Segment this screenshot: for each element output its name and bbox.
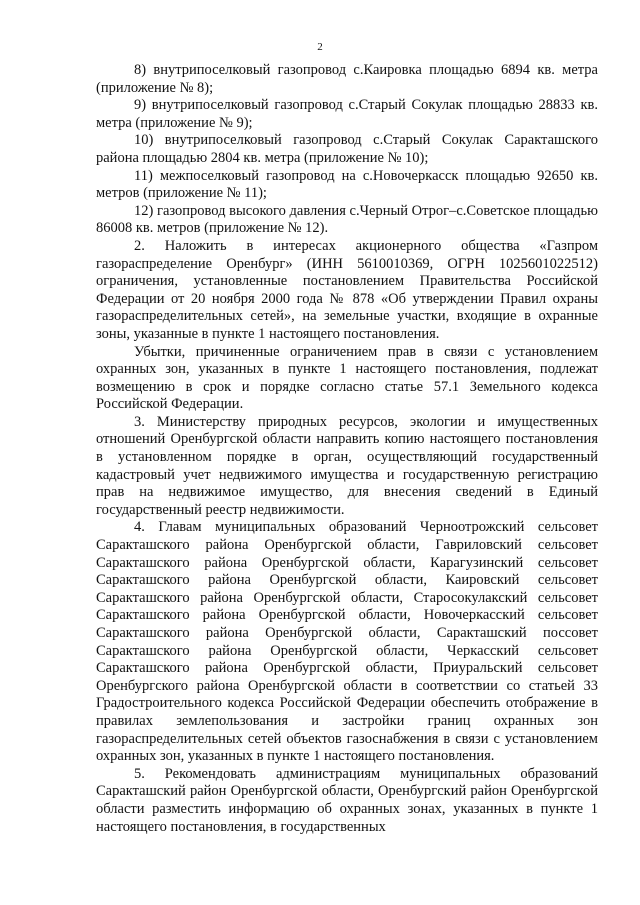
clause-2-damages: Убытки, причиненные ограничением прав в связи с установлением охранных зон, указанных в пункте 1 настоящего постановления, подлежат возмещению в срок и порядке согласно статье 57.1 Земельного кодекса Российской Федерации. [96, 343, 598, 413]
clause-3-ministry: 3. Министерству природных ресурсов, экологии и имущественных отношений Оренбургской области направить копию настоящего постановления в установленном порядке в орган, осуществляющий государственный кадастровый учет недвижимого имущества и государственную регистрацию прав на недвижимое имущество, для внесения сведений в Единый государственный реестр недвижимости. [96, 413, 598, 518]
page-number: 2 [317, 41, 323, 53]
item-8-gas-pipeline-kairovka: 8) внутрипоселковый газопровод с.Каировка площадью 6894 кв. метра (приложение № 8); [96, 62, 598, 96]
item-10-gas-pipeline-stary-sokulak-district: 10) внутрипоселковый газопровод с.Старый Сокулак Саракташского района площадью 2804 кв. метра (приложение № 10); [96, 132, 598, 166]
item-12-high-pressure-pipeline: 12) газопровод высокого давления с.Черный Отрог–с.Советское площадью 86008 кв. метров (приложение № 12). [96, 202, 598, 237]
clause-4-municipal-heads: 4. Главам муниципальных образований Черноотрожский сельсовет Саракташского района Оренбургской области, Гавриловский сельсовет Саракташского района Оренбургской области, Карагузинский сельсовет Саракташского района Оренбургской области, Каировский сельсовет Саракташского района Оренбургской области, Старосокулакский сельсовет Саракташского района Оренбургской области, Новочеркасский сельсовет Саракташского района Оренбургской области, Саракташский поссовет Саракташского района Оренбургской области, Черкасский сельсовет Саракташского района Оренбургской области, Приуральский сельсовет Оренбургского района Оренбургской области в соответствии со статьей 33 Градостроительного кодекса Российской Федерации обеспечить отображение в правилах землепользования и застройки границ охранных зон газораспределительных сетей объектов газоснабжения в связи с установлением охранных зон, указанных в пункте 1 настоящего постановления. [96, 519, 598, 765]
document-body [96, 62, 598, 836]
item-9-gas-pipeline-stary-sokulak: 9) внутрипоселковый газопровод с.Старый Сокулак площадью 28833 кв. метра (приложение № 9); [96, 97, 598, 131]
item-11-gas-pipeline-novocherkassk: 11) межпоселковый газопровод на с.Новочеркасск площадью 92650 кв. метров (приложение № 11); [96, 167, 598, 202]
clause-5-recommendation: 5. Рекомендовать администрациям муниципальных образований Саракташский район Оренбургской области, Оренбургский район Оренбургской области разместить информацию об охранных зонах, указанных в пункте 1 настоящего постановления, в государственных [96, 765, 598, 835]
clause-2-restrictions: 2. Наложить в интересах акционерного общества «Газпром газораспределение Оренбург» (ИНН 5610010369, ОГРН 1025601022512) ограничения, установленные постановлением Правительства Российской Федерации от 20 ноября 2000 года № 878 «Об утверждении Правил охраны газораспределительных сетей», на земельные участки, входящие в охранные зоны, указанные в пункте 1 настоящего постановления. [96, 237, 598, 342]
